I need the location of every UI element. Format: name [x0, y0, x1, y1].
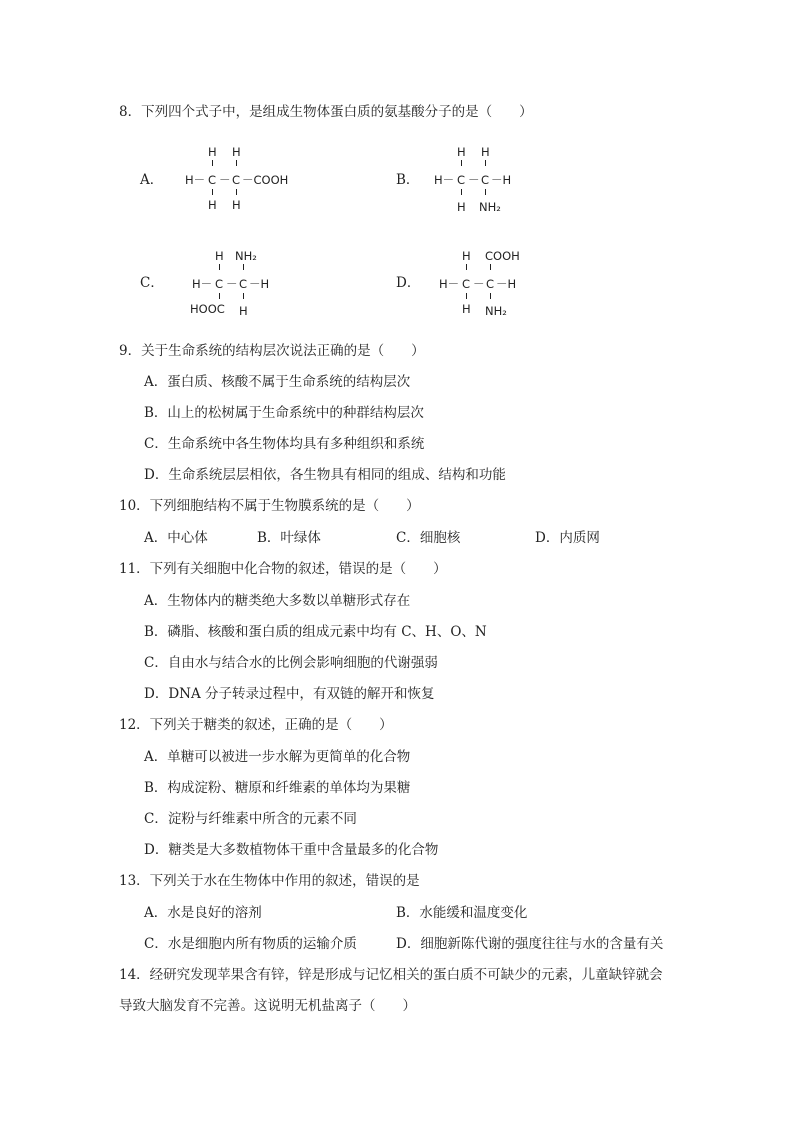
question-12-stem: 12．下列关于糖类的叙述，正确的是（ ）: [119, 717, 393, 733]
question-12-option-a: A．单糖可以被进一步水解为更简单的化合物: [144, 749, 411, 765]
formula-a-top-2: H: [232, 145, 241, 159]
question-9-stem: 9．关于生命系统的结构层次说法正确的是（ ）: [119, 343, 425, 359]
formula-d-top-1: H: [462, 249, 471, 263]
question-13-option-b: B．水能缓和温度变化: [396, 905, 528, 921]
formula-d-row-2: C: [462, 277, 471, 291]
formula-b-top-1: H: [457, 145, 466, 159]
question-11-option-b: B．磷脂、核酸和蛋白质的组成元素中均有 C、H、O、N: [144, 624, 487, 640]
formula-a-row-4: C: [232, 173, 241, 187]
formula-c: [190, 248, 350, 328]
formula-b-top-2: H: [481, 145, 490, 159]
formula-c-top-2: NH₂: [235, 249, 257, 263]
question-14-stem-line-2: 导致大脑发育不完善。这说明无机盐离子（ ）: [119, 998, 416, 1014]
question-9-option-b: B．山上的松树属于生命系统中的种群结构层次: [144, 405, 424, 421]
question-10-option-b: B．叶绿体: [257, 530, 321, 546]
question-12-option-b: B．构成淀粉、糖原和纤维素的单体均为果糖: [144, 780, 411, 796]
formula-c-row-5: －H: [249, 277, 270, 291]
question-11-option-d: D．DNA 分子转录过程中，有双链的解开和恢复: [144, 686, 435, 702]
formula-c-top-1: H: [215, 249, 224, 263]
question-11-option-a: A．生物体内的糖类绝大多数以单糖形式存在: [144, 593, 411, 609]
question-13-option-a: A．水是良好的溶剂: [144, 905, 262, 921]
option-c-label: C．: [140, 275, 164, 291]
formula-d-row-3: －: [473, 277, 485, 291]
formula-c-row-1: H－: [192, 277, 213, 291]
formula-b-row-4: C: [481, 173, 490, 187]
formula-d-bottom-1: H: [462, 302, 471, 316]
formula-d: [439, 248, 599, 328]
option-b-label: B．: [396, 172, 420, 188]
formula-a-row-1: H－: [185, 173, 206, 187]
formula-b-bottom-2: NH₂: [479, 200, 501, 214]
formula-b: [434, 144, 594, 224]
question-10-option-d: D．内质网: [535, 530, 600, 546]
formula-b-row-5: －H: [491, 173, 512, 187]
question-10-option-a: A．中心体: [144, 530, 208, 546]
option-d-label: D．: [396, 275, 421, 291]
formula-b-row-2: C: [457, 173, 466, 187]
option-a-label: A．: [140, 172, 164, 188]
formula-a-row-3: －: [219, 173, 231, 187]
question-10-option-c: C．细胞核: [396, 530, 461, 546]
formula-d-row-5: －H: [496, 277, 517, 291]
formula-a-top-1: H: [208, 145, 217, 159]
question-11-stem: 11．下列有关细胞中化合物的叙述，错误的是（ ）: [119, 561, 447, 577]
formula-d-bottom-2: NH₂: [485, 304, 507, 318]
formula-c-row-2: C: [215, 277, 224, 291]
formula-c-row-3: －: [226, 277, 238, 291]
formula-a: [185, 144, 345, 224]
formula-c-bottom-2: H: [239, 304, 248, 318]
question-12-option-c: C．淀粉与纤维素中所含的元素不同: [144, 811, 357, 827]
question-14-stem-line-1: 14．经研究发现苹果含有锌，锌是形成与记忆相关的蛋白质不可缺少的元素，儿童缺锌就会: [119, 967, 663, 983]
formula-a-row-5: －COOH: [242, 173, 289, 187]
question-8-stem: 8．下列四个式子中，是组成生物体蛋白质的氨基酸分子的是（ ）: [119, 104, 533, 120]
question-9-option-d: D．生命系统层层相依，各生物具有相同的组成、结构和功能: [144, 467, 506, 483]
question-13-option-d: D．细胞新陈代谢的强度往往与水的含量有关: [396, 936, 664, 952]
formula-d-row-1: H－: [439, 277, 460, 291]
formula-b-row-3: －: [468, 173, 480, 187]
formula-a-bottom-2: H: [232, 198, 241, 212]
formula-d-row-4: C: [486, 277, 495, 291]
formula-b-row-1: H－: [434, 173, 455, 187]
formula-b-bottom-1: H: [457, 200, 466, 214]
question-13-option-c: C．水是细胞内所有物质的运输介质: [144, 936, 357, 952]
formula-c-row-4: C: [239, 277, 248, 291]
formula-c-bottom-1: HOOC: [190, 302, 225, 316]
question-10-stem: 10．下列细胞结构不属于生物膜系统的是（ ）: [119, 498, 420, 514]
question-12-option-d: D．糖类是大多数植物体干重中含量最多的化合物: [144, 842, 439, 858]
formula-d-top-2: COOH: [485, 249, 520, 263]
question-9-option-a: A．蛋白质、核酸不属于生命系统的结构层次: [144, 374, 411, 390]
formula-a-bottom-1: H: [208, 198, 217, 212]
question-13-stem: 13．下列关于水在生物体中作用的叙述，错误的是: [119, 873, 420, 889]
formula-a-row-2: C: [208, 173, 217, 187]
question-9-option-c: C．生命系统中各生物体均具有多种组织和系统: [144, 436, 425, 452]
question-11-option-c: C．自由水与结合水的比例会影响细胞的代谢强弱: [144, 655, 438, 671]
